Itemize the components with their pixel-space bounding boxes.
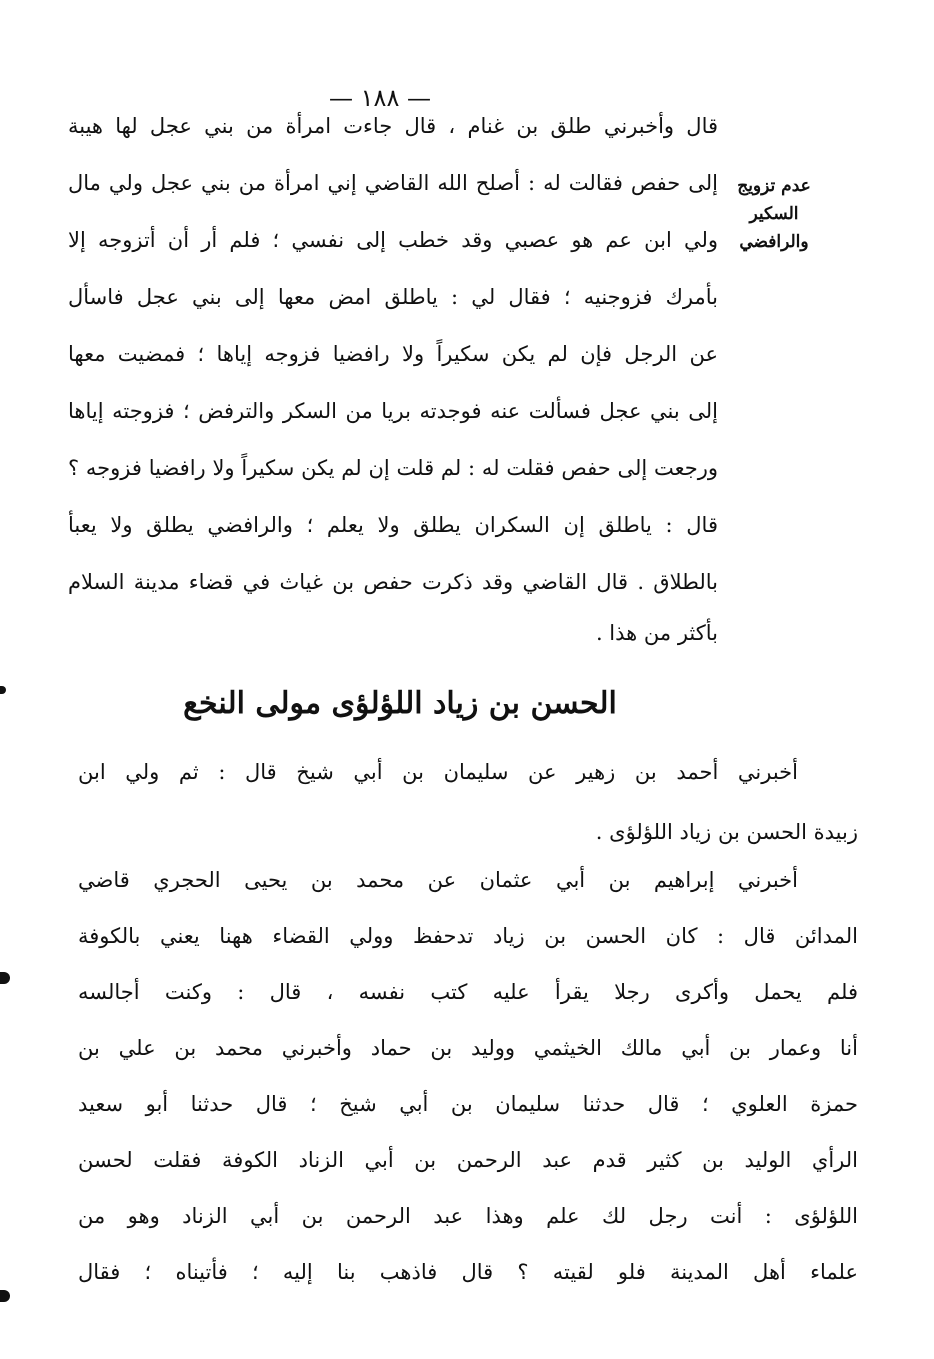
section-two-text — [78, 750, 858, 1350]
text-line: علماء أهل المدينة فلو لقيته ؟ قال فاذهب بنا إليه ؛ فأتيناه ؛ فقال — [78, 1260, 858, 1284]
page-number: — ١٨٨ — — [329, 84, 431, 112]
margin-note-line: السكير — [749, 204, 799, 224]
text-line: إلى حفص فقالت له : أصلح الله القاضي إني امرأة من بني عجل ولي مال — [68, 171, 718, 195]
text-line: ولي ابن عم هو عصبي وقد خطب إلى نفسي ؛ فلم أر أن أتزوجه إلا — [68, 228, 718, 252]
text-line: أنا وعمار بن أبي مالك الخيثمي ووليد بن حماد وأخبرني محمد بن علي بن — [78, 1036, 858, 1060]
text-line: فلم يحمل وأكرى رجلا يقرأ عليه كتب نفسه ، قال : وكنت أجالسه — [78, 980, 858, 1004]
margin-note-line: والرافضي — [739, 232, 809, 252]
text-line: الرأي الوليد بن كثير قدم عبد الرحمن بن أبي الزناد الكوفة فقلت لحسن — [78, 1148, 858, 1172]
text-line: حمزة العلوي ؛ قال حدثنا سليمان بن أبي شيخ ؛ قال حدثنا أبو سعيد — [78, 1092, 858, 1116]
text-line: المدائن قال : كان الحسن بن زياد تدحفظ وولي القضاء ههنا يعني بالكوفة — [78, 924, 858, 948]
text-line: بأمرك فزوجنيه ؛ فقال لي : ياطلق امض معها إلى بني عجل فاسأل — [68, 285, 718, 309]
section-heading: الحسن بن زياد اللؤلؤى مولى النخع — [183, 686, 617, 721]
text-line: بأكثر من هذا . — [595, 621, 718, 645]
text-line: قال : ياطلق إن السكران يطلق ولا يعلم ؛ والرافضي يطلق ولا يعبأ — [68, 513, 718, 537]
scan-edge-mark — [0, 686, 6, 694]
text-line: قال وأخبرني طلق بن غنام ، قال جاءت امرأة من بني عجل لها هيبة — [68, 114, 719, 138]
scan-edge-mark — [0, 1290, 10, 1302]
text-line: اللؤلؤى : أنت رجل لك علم وهذا عبد الرحمن بن أبي الزناد وهو من — [78, 1204, 858, 1228]
text-line: أخبرني أحمد بن زهير عن سليمان بن أبي شيخ قال : ثم ولي ابن — [78, 760, 798, 784]
scan-edge-mark — [0, 972, 10, 984]
text-line: ورجعت إلى حفص فقلت له : لم قلت إن لم يكن سكيراً ولا رافضيا فزوجه ؟ — [68, 456, 718, 480]
section-one-text — [68, 114, 718, 654]
text-line: أخبرني إبراهيم بن أبي عثمان عن محمد بن يحيى الحجري قاضي — [78, 868, 798, 892]
margin-note-line: عدم تزويج — [737, 176, 811, 196]
margin-note — [714, 172, 834, 256]
text-line: بالطلاق . قال القاضي وقد ذكرت حفص بن غياث في قضاء مدينة السلام — [68, 570, 718, 594]
text-line: زبيدة الحسن بن زياد اللؤلؤى . — [595, 820, 858, 844]
text-line: إلى بني عجل فسألت عنه فوجدته بريا من السكر والترفض ؛ فزوجته إياها — [68, 399, 718, 423]
text-line: عن الرجل فإن لم يكن سكيراً ولا رافضيا فزوجه إياها ؛ فمضيت معها — [68, 342, 718, 366]
